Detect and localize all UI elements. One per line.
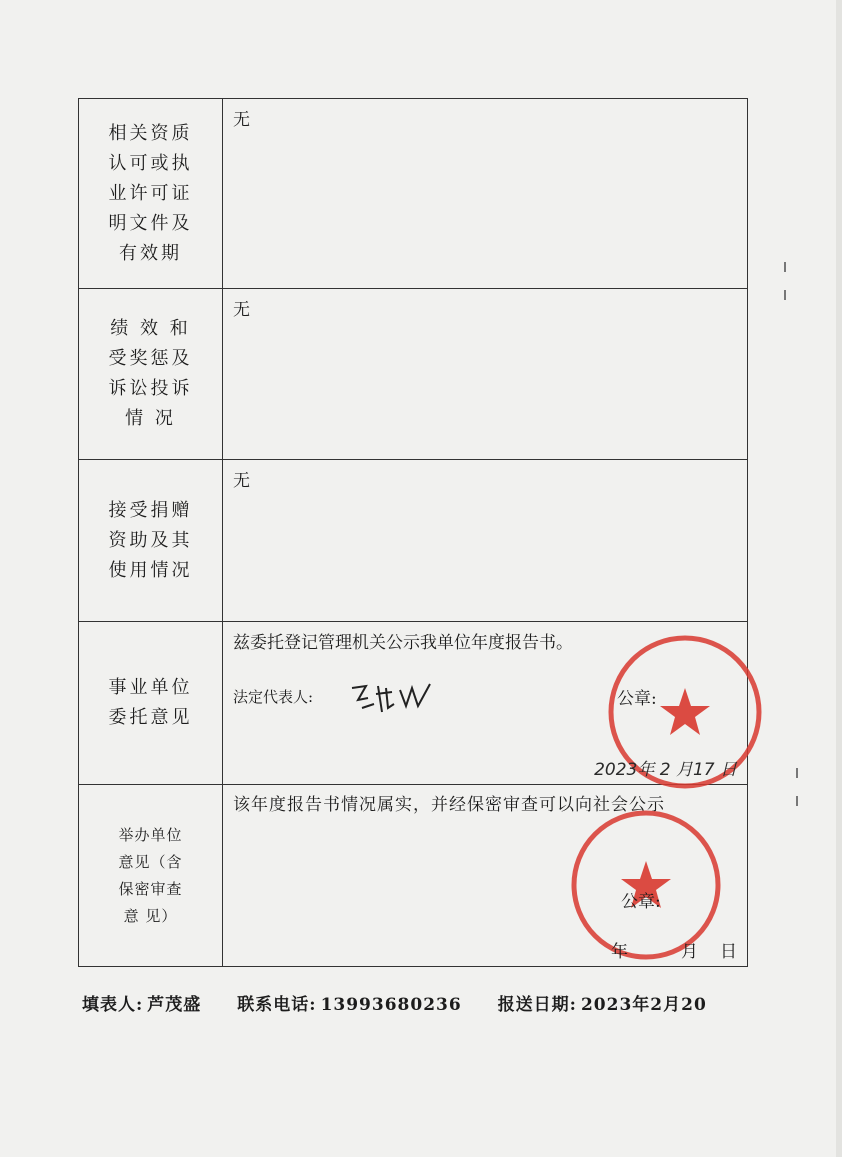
label-line: 委托意见 (108, 707, 193, 728)
scan-mark (796, 796, 798, 806)
filler-label: 填表人: (82, 995, 144, 1015)
date-month: 月 (681, 942, 698, 962)
label-line: 意 见） (123, 906, 178, 925)
donation-content (223, 460, 748, 622)
label-line: 认可或执 (108, 152, 193, 174)
sponsor-statement: 该年度报告书情况属实，并经保密审查可以向社会公示 (233, 795, 665, 815)
table-row (79, 785, 748, 967)
label-line: 保密审查 (118, 879, 183, 898)
unit-entrust-content (223, 622, 748, 785)
submit-date: 2023年2月20 (580, 995, 707, 1015)
performance-content (223, 289, 748, 460)
phone-number: 13993680236 (320, 995, 462, 1015)
footer (82, 990, 711, 1015)
seal-label: 公章: (617, 689, 657, 709)
label-line: 受奖惩及 (108, 348, 193, 369)
filler-name: 芦茂盛 (147, 995, 202, 1015)
label-line: 业许可证 (108, 182, 193, 204)
performance-value: 无 (233, 300, 250, 320)
label-line: 诉讼投诉 (108, 378, 193, 399)
entrust-statement: 兹委托登记管理机关公示我单位年度报告书。 (233, 633, 573, 653)
label-line: 事业单位 (108, 677, 193, 698)
seal-label: 公章: (621, 892, 661, 912)
label-line: 意见（含 (118, 852, 183, 871)
table-row (79, 289, 748, 460)
table-row (79, 99, 748, 289)
qualification-content (223, 99, 748, 289)
signature-image (348, 678, 433, 718)
label-line: 举办单位 (118, 825, 183, 844)
date-day: 日 (720, 942, 737, 962)
table-row (79, 622, 748, 785)
page-edge (836, 0, 842, 1157)
annual-report-form (78, 98, 748, 967)
education-bureau-seal (568, 807, 724, 963)
label-line: 资助及其 (108, 529, 193, 551)
label-line: 相关资质 (108, 122, 193, 144)
table-row (79, 460, 748, 622)
unit-entrust-label (79, 622, 223, 785)
scan-mark (784, 262, 786, 272)
scan-mark (796, 768, 798, 778)
label-line: 有效期 (119, 242, 182, 264)
label-line: 使用情况 (108, 559, 193, 581)
label-line: 情 况 (125, 408, 176, 429)
submit-date-label: 报送日期: (497, 995, 577, 1015)
donation-value: 无 (233, 471, 250, 491)
label-line: 绩 效 和 (110, 318, 191, 339)
sponsor-opinion-content (223, 785, 748, 967)
label-line: 明文件及 (108, 212, 193, 234)
performance-label (79, 289, 223, 460)
qualification-value: 无 (233, 110, 250, 130)
sponsor-opinion-label (79, 785, 223, 967)
date-year: 年 (611, 942, 628, 962)
qualification-label (79, 99, 223, 289)
phone-label: 联系电话: (237, 995, 317, 1015)
scan-mark (784, 290, 786, 300)
entrust-date: 2023年 2 月17 日 (594, 760, 737, 780)
donation-label (79, 460, 223, 622)
label-line: 接受捐赠 (108, 499, 193, 521)
legal-rep-label: 法定代表人: (233, 688, 314, 706)
